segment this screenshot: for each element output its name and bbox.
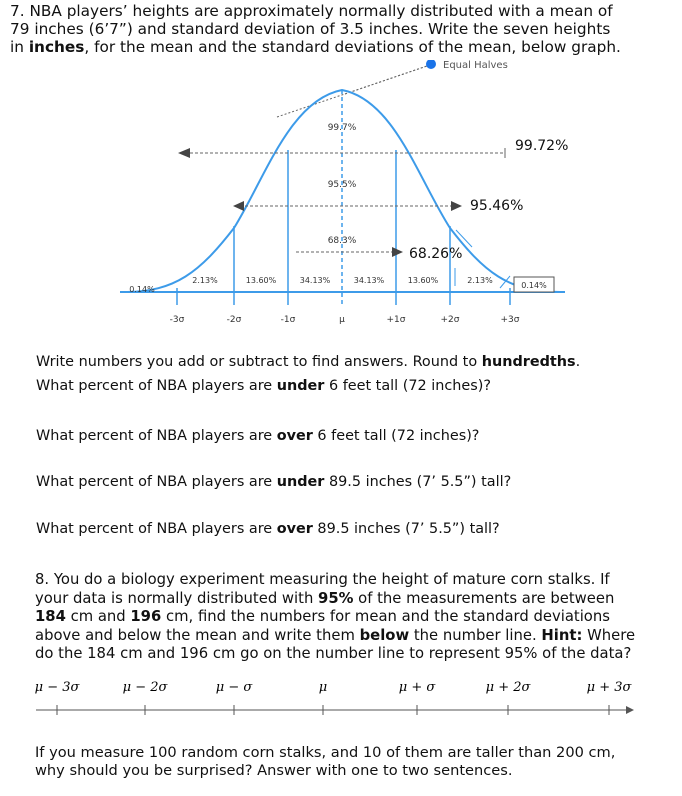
equal-halves-marker — [426, 60, 436, 69]
range-99-7-arrowhead — [178, 148, 190, 158]
axis-label-mean: μ — [339, 315, 345, 325]
nl-label-p1: μ + σ — [398, 680, 436, 695]
question-over-89-5: What percent of NBA players are over 89.5 inches (7’ 5.5”) tall? — [36, 521, 500, 537]
rounding-instructions: Write numbers you add or subtract to find answers. Round to hundredths. — [36, 354, 581, 370]
pct-99-7: 99.7% — [327, 123, 357, 133]
q7-line-3: in inches, for the mean and the standard deviations of the mean, below graph. — [10, 38, 621, 56]
question-8 — [35, 571, 675, 664]
q8-line-5: do the 184 cm and 196 cm go on the number line to represent 95% of the data? — [35, 645, 632, 663]
pct-68-3: 68.3% — [327, 236, 357, 246]
band-pct-2: 2.13% — [192, 276, 218, 285]
band-pct-8: 0.14% — [521, 281, 547, 290]
normal-curve-graph — [100, 60, 600, 325]
number-line — [20, 678, 660, 718]
q8-line-3: 184 cm and 196 cm, find the numbers for mean and the standard deviations — [35, 608, 610, 626]
pct-95-5: 95.5% — [327, 180, 357, 190]
band-pct-4: 34.13% — [299, 276, 331, 285]
q8-line-2: your data is normally distributed with 95% of the measurements are between — [35, 589, 615, 607]
question-8-followup — [35, 744, 675, 780]
nl-label-m3: μ − 3σ — [34, 680, 80, 695]
nl-label-p3: μ + 3σ — [586, 680, 632, 695]
axis-label-+3: +3σ — [500, 315, 520, 325]
nl-label-mean: μ — [318, 680, 328, 695]
q8-line-4: above and below the mean and write them below the number line. Hint: Where — [35, 626, 636, 644]
q8b-line-1: If you measure 100 random corn stalks, and 10 of them are taller than 200 cm, — [35, 744, 616, 761]
axis-label-+1: +1σ — [386, 315, 406, 325]
band-pct-5: 34.13% — [353, 276, 385, 285]
nl-label-m2: μ − 2σ — [122, 680, 168, 695]
range-95-5-arrowhead-right — [451, 201, 462, 211]
nl-arrowhead — [626, 706, 634, 714]
band-pct-3: 13.60% — [245, 276, 277, 285]
question-under-89-5: What percent of NBA players are under 89.5 inches (7’ 5.5”) tall? — [36, 474, 512, 490]
guide-line-left — [277, 66, 427, 117]
band-pct-6: 13.60% — [407, 276, 439, 285]
range-68-3-arrowhead — [392, 247, 403, 257]
q8-line-1: 8. You do a biology experiment measuring the height of mature corn stalks. If — [35, 571, 610, 588]
q7-line-2: 79 inches (6’7”) and standard deviation of 3.5 inches. Write the seven heights — [10, 20, 611, 38]
nl-label-p2: μ + 2σ — [485, 680, 531, 695]
question-under-72: What percent of NBA players are under 6 feet tall (72 inches)? — [36, 378, 491, 394]
range-95-5-arrowhead-left — [233, 201, 244, 211]
axis-label--2: -2σ — [226, 315, 242, 325]
question-7 — [10, 2, 675, 56]
nl-label-m1: μ − σ — [215, 680, 253, 695]
band-pct-7: 2.13% — [467, 276, 493, 285]
axis-label--3: -3σ — [169, 315, 185, 325]
pct-95-46: 95.46% — [470, 198, 524, 214]
axis-label--1: -1σ — [280, 315, 296, 325]
band-pct-1: 0.14% — [129, 285, 155, 294]
pct-68-26: 68.26% — [409, 246, 463, 262]
q7-line-1: 7. NBA players’ heights are approximately normally distributed with a mean of — [10, 2, 613, 20]
equal-halves-label: Equal Halves — [443, 60, 508, 71]
q8b-line-2: why should you be surprised? Answer with one to two sentences. — [35, 762, 513, 779]
question-over-72: What percent of NBA players are over 6 feet tall (72 inches)? — [36, 428, 480, 444]
axis-label-+2: +2σ — [440, 315, 460, 325]
guide-line-right — [345, 66, 427, 94]
pct-99-72: 99.72% — [515, 138, 569, 154]
